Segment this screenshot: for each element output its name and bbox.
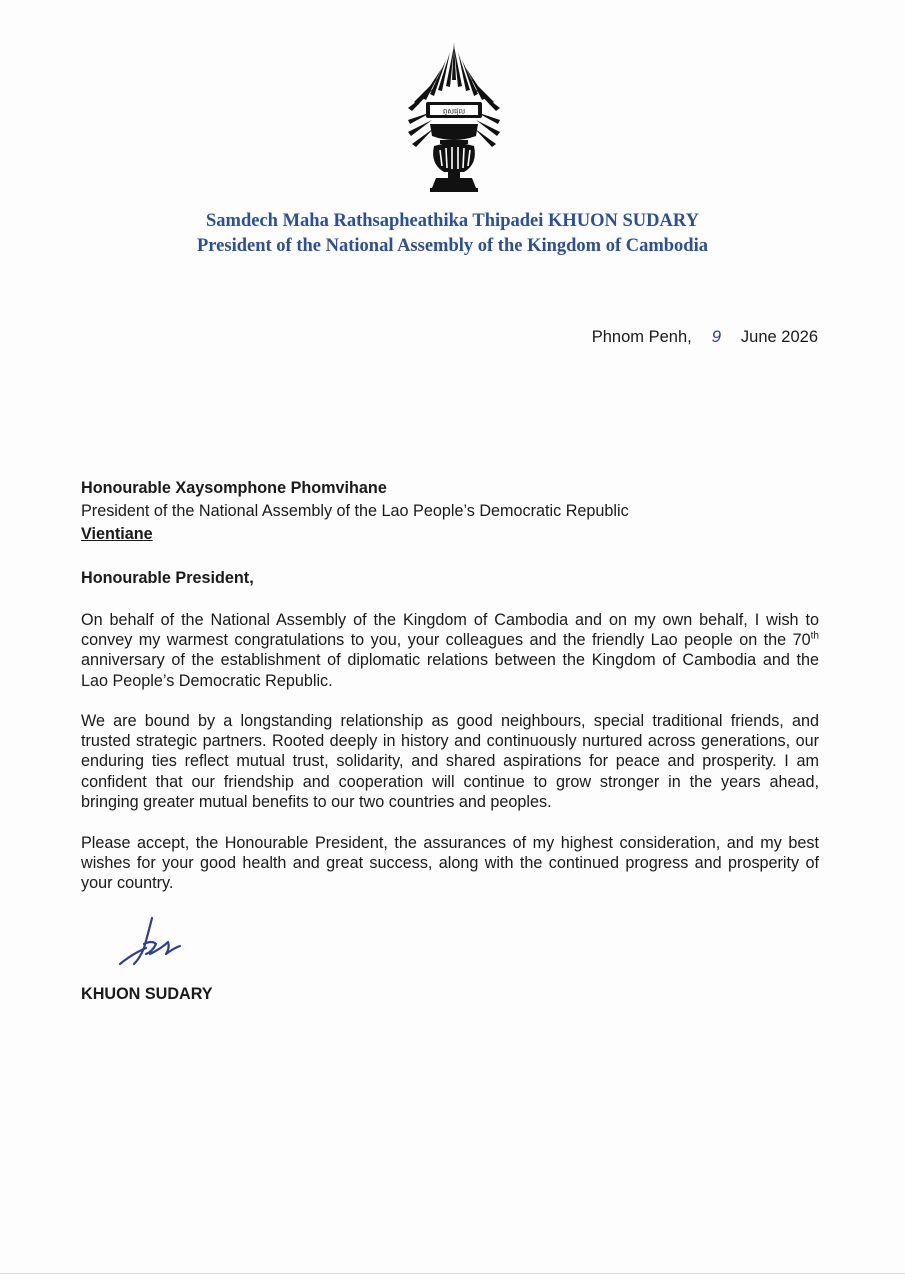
paragraph-1-end: anniversary of the establishment of diplomatic relations between the Kingdom of Cambodia and the Lao People’s Democratic Republic. <box>81 651 819 690</box>
recipient-title: President of the National Assembly of the Lao People’s Democratic Republic <box>81 502 629 520</box>
letterhead-subtitle: President of the National Assembly of the Kingdom of Cambodia <box>197 236 708 256</box>
letterhead-title: Samdech Maha Rathsapheathika Thipadei KHUON SUDARY <box>206 211 699 231</box>
date-day: 9 <box>711 327 722 346</box>
date-month-year: June 2026 <box>740 328 818 346</box>
svg-text:ពួសផុល: ពួសផុល <box>442 107 466 116</box>
paragraph-1-start: On behalf of the National Assembly of the Kingdom of Cambodia and on my own behalf, I wish to convey my warmest congratulations to you, your colleagues and the friendly Lao people on the 70 <box>81 611 819 650</box>
national-assembly-emblem <box>406 40 502 196</box>
signer-name: KHUON SUDARY <box>81 985 213 1003</box>
dateline <box>592 327 818 347</box>
salutation: Honourable President, <box>81 569 254 587</box>
date-place: Phnom Penh, <box>591 328 692 346</box>
recipient-city: Vientiane <box>81 525 153 543</box>
paragraph-3: Please accept, the Honourable President, the assurances of my highest consideration, and my best wishes for your good health and great success, along with the continued progress and prosperity of your country. <box>81 834 819 893</box>
paragraph-2: We are bound by a longstanding relationship as good neighbours, special traditional friends, and trusted strategic partners. Rooted deeply in history and continuously nurtured across generations, our enduring ties reflect mutual trust, solidarity, and shared aspirations for peace and prosperity. I am confident that our friendship and cooperation will continue to grow stronger in the years ahead, bringing greater mutual benefits to our two countries and peoples. <box>81 712 819 811</box>
recipient-name: Honourable Xaysomphone Phomvihane <box>81 479 387 497</box>
ordinal-suffix: th <box>810 630 819 642</box>
paragraph-1 <box>81 610 819 691</box>
handwritten-signature <box>112 914 192 974</box>
page-bottom-edge <box>0 1273 905 1274</box>
